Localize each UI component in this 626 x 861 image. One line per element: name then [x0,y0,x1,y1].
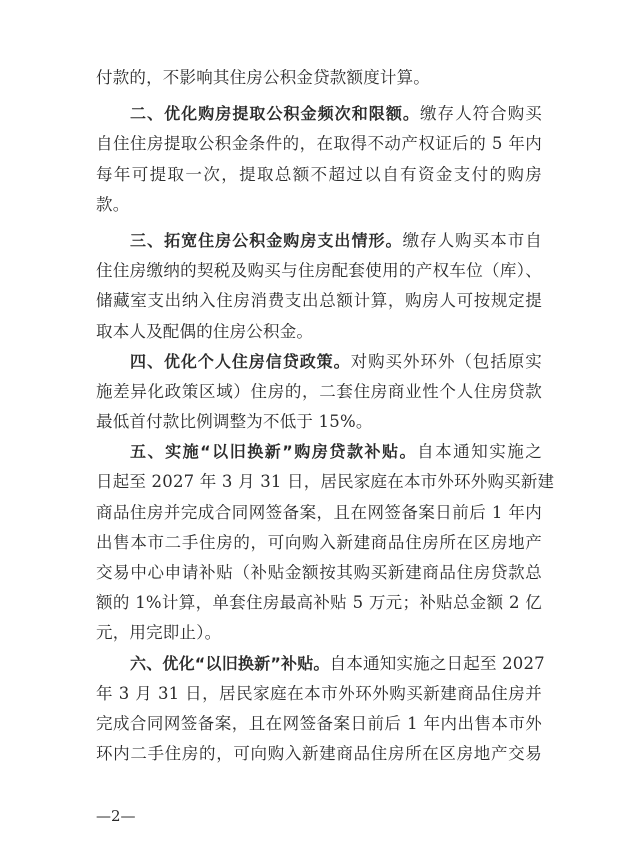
paragraph-credit-policy [96,347,542,438]
text-line: 出售本市二手住房的，可向购入新建商品住房所在区房地产 [96,532,542,552]
section-heading: 三、拓宽住房公积金购房支出情形。 [130,230,403,250]
text-line [96,99,542,129]
text-line [96,347,542,377]
text-run: 缴存人符合购买 [419,104,542,124]
text-line: 完成合同网签备案，且在网签备案日前后 1 年内出售本市外 [96,713,542,733]
text-line: 环内二手住房的，可向购入新建商品住房所在区房地产交易 [96,744,542,764]
text-line [96,437,542,467]
text-line: 施差异化政策区域）住房的，二套住房商业性个人住房贷款 [96,381,542,401]
text-line: 取本人及配偶的住房公积金。 [96,321,314,341]
section-heading: 二、优化购房提取公积金频次和限额。 [130,104,420,124]
text-line: 年 3 月 31 日，居民家庭在本市外环外购买新建商品住房并 [96,683,542,703]
section-heading: 四、优化个人住房信贷政策。 [130,351,351,371]
text-line [96,649,545,679]
text-line: 商品住房并完成合同网签备案，且在网签备案日前后 1 年内 [96,502,542,522]
text-line: 元，用完即止）。 [96,623,222,643]
text-line: 交易中心申请补贴（补贴金额按其购买新建商品住房贷款总 [96,563,542,582]
section-heading: 六、优化“以旧换新”补贴。 [130,653,330,673]
paragraph-trade-in-subsidy [96,649,545,770]
text-line: 额的 1%计算，单套住房最高补贴 5 万元；补贴总金额 2 亿 [96,593,542,613]
text-line: 自住住房提取公积金条件的，在取得不动产权证后的 5 年内 [96,134,542,154]
document-body [96,63,555,769]
paragraph-trade-in-loan-subsidy [96,437,555,648]
text-line: 住住房缴纳的契税及购买与住房配套使用的产权车位（库）、 [96,261,542,281]
text-line [96,226,542,256]
text-line: 最低首付款比例调整为不低于 15%。 [96,412,373,432]
text-line: 每年可提取一次，提取总额不超过以自有资金支付的购房 [96,164,542,184]
text-line: 日起至 2027 年 3 月 31 日，居民家庭在本市外环外购买新建 [96,472,555,492]
text-run: 自本通知实施之日起至 2027 [329,653,545,673]
text-run: 缴存人购买本市自 [402,230,543,250]
text-line: 付款的，不影响其住房公积金贷款额度计算。 [96,68,430,87]
paragraph-provident-fund-withdrawal [96,99,542,220]
text-run: 对购买外环外（包括原实 [350,351,542,371]
paragraph-continuation [96,63,542,93]
text-run: 自本通知实施之 [417,442,542,462]
text-line: 储藏室支出纳入住房消费支出总额计算，购房人可按规定提 [96,291,542,311]
paragraph-expenditure-scope [96,226,542,347]
text-line: 款。 [96,194,130,214]
section-heading: 五、实施“以旧换新”购房贷款补贴。 [130,442,418,462]
page-number: —2— [96,807,136,825]
